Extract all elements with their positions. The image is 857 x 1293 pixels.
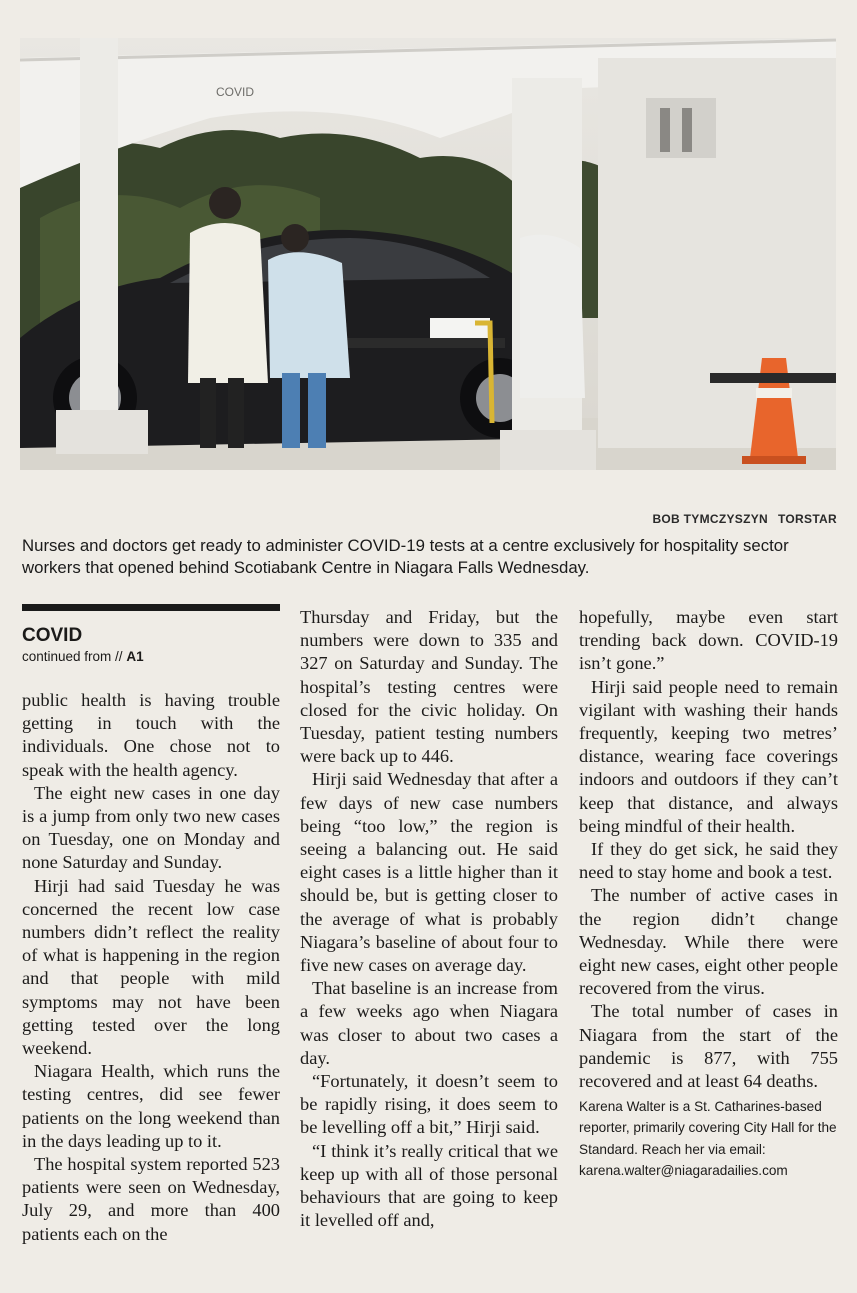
paragraph: hopefully, maybe even start trending back down. COVID-19 isn’t gone.”: [579, 607, 838, 674]
paragraph: public health is having trouble getting in touch with the individuals. One chose not to speak with the health agency.: [22, 690, 280, 780]
paragraph: That baseline is an increase from a few weeks ago when Niagara was closer to about two cases a day.: [300, 978, 558, 1068]
paragraph: Niagara Health, which runs the testing centres, did see fewer patients on the long weekend than in the days leading up to it.: [22, 1061, 280, 1151]
paragraph: Hirji said people need to remain vigilant with washing their hands frequently, keeping two metres’ distance, wearing face coverings indoors and outdoors if they can’t keep that distance, and always being mindful of their health.: [579, 676, 838, 836]
photo-outlet: TORSTAR: [778, 512, 837, 526]
article-column-2: [300, 606, 558, 1232]
paragraph: Hirji had said Tuesday he was concerned the recent low case numbers didn’t reflect the reality of what is happening in the region and that people with mild symptoms may not have been getting tested over the long weekend.: [22, 875, 280, 1059]
paragraph: Thursday and Friday, but the numbers were down to 335 and 327 on Saturday and Sunday. The hospital’s testing centres were closed for the civic holiday. On Tuesday, patient testing numbers were back up to 446.: [300, 607, 558, 767]
paragraph: Hirji said Wednesday that after a few days of new case numbers being “too low,” the region is seeing a balancing out. He said eight cases is a little higher than it should be, but is getting closer to the average of what is probably Niagara’s baseline of about four to five new cases on average day.: [300, 769, 558, 976]
continued-page: A1: [126, 649, 144, 664]
photo-caption: Nurses and doctors get ready to administer COVID-19 tests at a centre exclusively for hospitality sector workers that opened behind Scotiabank Centre in Niagara Falls Wednesday.: [22, 536, 789, 577]
paragraph: The hospital system reported 523 patients were seen on Wednesday, July 29, and more than 400 patients each on the: [22, 1154, 280, 1244]
photo-credit: [652, 512, 837, 526]
author-tagline: Karena Walter is a St. Catharines-based reporter, primarily covering City Hall for the Standard. Reach her via email: karena.walter@niagaradailies.com: [579, 1099, 837, 1178]
article-column-1: [22, 604, 280, 1246]
photographer-name: BOB TYMCZYSZYN: [652, 512, 768, 526]
article-column-3: [579, 606, 838, 1181]
paragraph: “I think it’s really critical that we keep up with all of those personal behaviours that are going to keep it levelled off and,: [300, 1140, 558, 1231]
paragraph: The number of active cases in the region didn’t change Wednesday. While there were eight new cases, eight other people recovered from the virus.: [579, 885, 838, 999]
paragraph: “Fortunately, it doesn’t seem to be rapidly rising, it does seem to be levelling off a bit,” Hirji said.: [300, 1071, 558, 1138]
continued-label: continued from //: [22, 649, 123, 664]
paragraph: The total number of cases in Niagara from the start of the pandemic is 877, with 755 recovered and at least 64 deaths.: [579, 1001, 838, 1092]
article-kicker: COVID: [22, 625, 83, 646]
photo-drive-through-testing-icon: [20, 38, 836, 470]
paragraph: If they do get sick, he said they need to stay home and book a test.: [579, 839, 838, 883]
tent-sign: COVID: [216, 85, 255, 99]
paragraph: The eight new cases in one day is a jump from only two new cases on Tuesday, one on Monday and none Saturday and Sunday.: [22, 782, 280, 873]
section-rule: [22, 604, 280, 611]
continued-from: [22, 647, 280, 667]
news-photo: [20, 38, 836, 470]
